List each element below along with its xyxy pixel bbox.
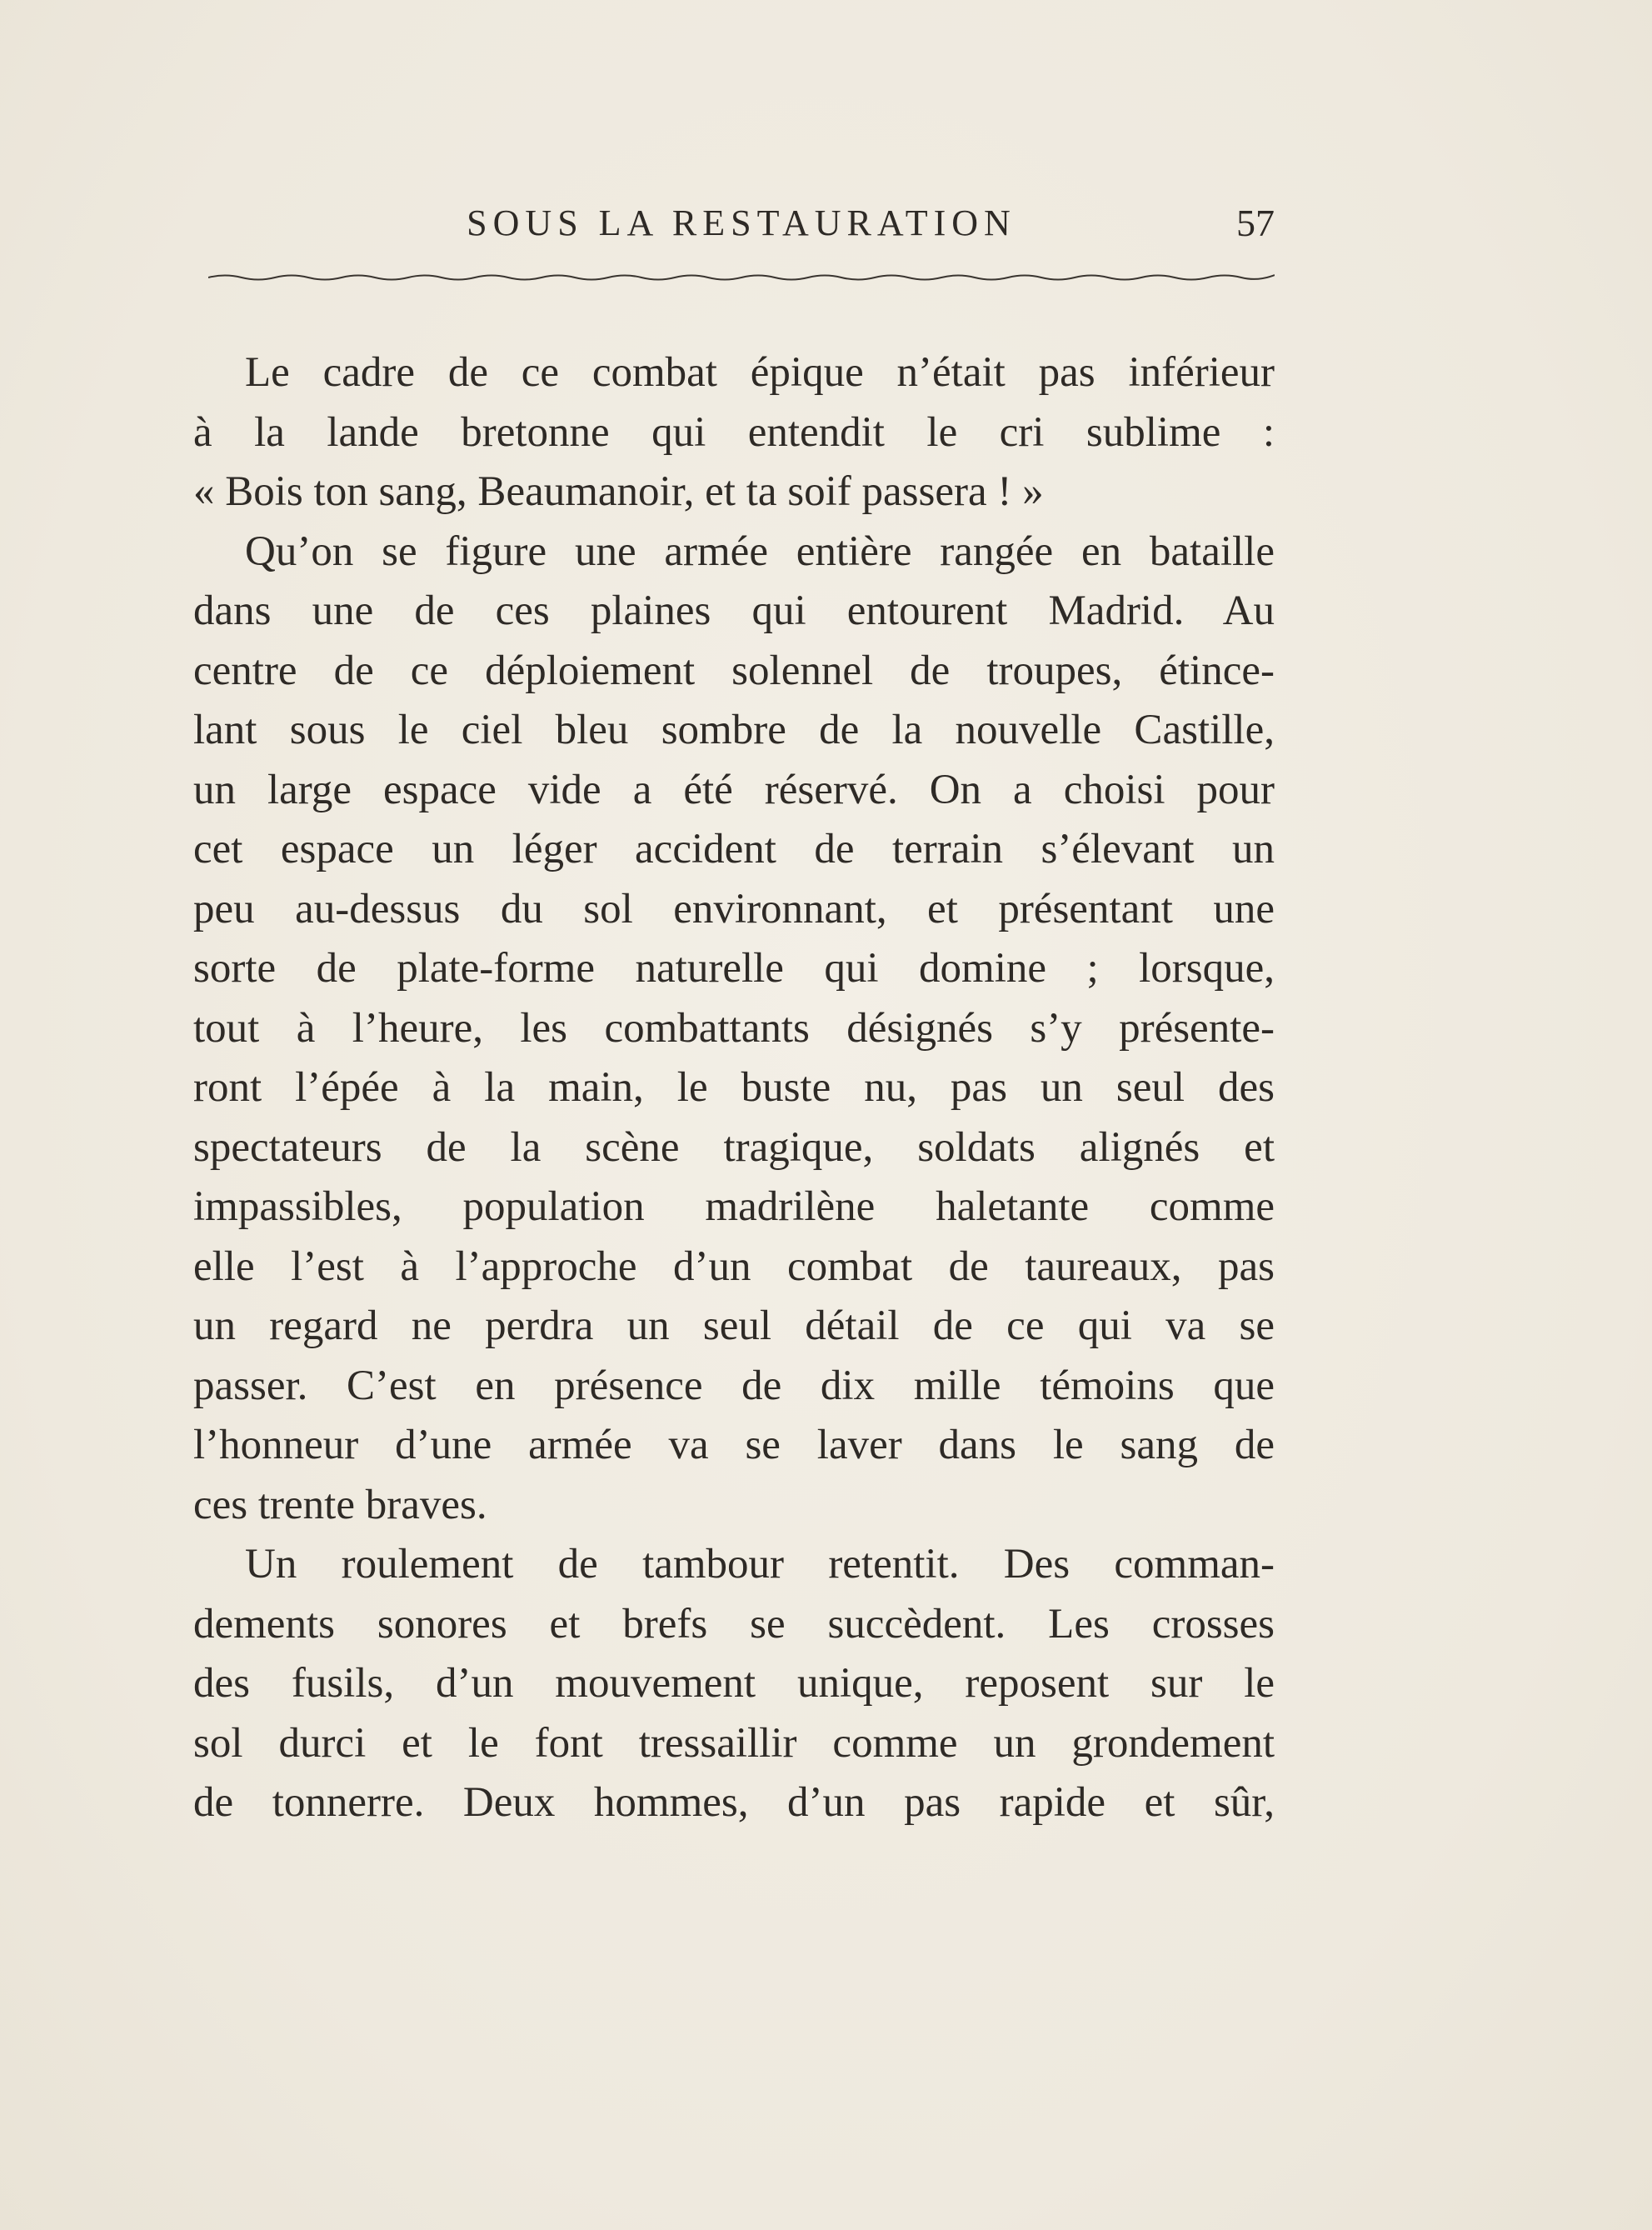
page-number: 57 bbox=[1236, 202, 1275, 244]
running-head bbox=[208, 198, 1275, 248]
text-line: passer. C’est en présence de dix mille témoins que bbox=[193, 1362, 1275, 1409]
text-line: dans une de ces plaines qui entourent Madrid. Au bbox=[193, 588, 1275, 634]
text-line: cet espace un léger accident de terrain s’élevant un bbox=[193, 826, 1275, 872]
running-title: SOUS LA RESTAURATION bbox=[467, 202, 1016, 243]
text-line: « Bois ton sang, Beaumanoir, et ta soif passera ! » bbox=[193, 468, 1044, 515]
body-text bbox=[193, 343, 1275, 1833]
text-line: ces trente braves. bbox=[193, 1481, 487, 1528]
text-line: sol durci et le font tressaillir comme un grondement bbox=[193, 1719, 1275, 1767]
text-line: dements sonores et brefs se succèdent. Les crosses bbox=[193, 1600, 1275, 1648]
text-line: des fusils, d’un mouvement unique, reposent sur le bbox=[193, 1660, 1275, 1707]
text-line: centre de ce déploiement solennel de troupes, étince- bbox=[193, 647, 1275, 694]
text-line: de tonnerre. Deux hommes, d’un pas rapide et sûr, bbox=[193, 1779, 1275, 1826]
text-line: à la lande bretonne qui entendit le cri sublime : bbox=[193, 408, 1275, 456]
text-line: impassibles, population madrilène haletante comme bbox=[193, 1183, 1275, 1230]
text-line: un regard ne perdra un seul détail de ce qui va se bbox=[193, 1302, 1275, 1349]
wavy-rule bbox=[208, 272, 1275, 283]
text-line: Le cadre de ce combat épique n’était pas inférieur bbox=[245, 349, 1275, 396]
text-line: l’honneur d’une armée va se laver dans le sang de bbox=[193, 1422, 1275, 1468]
text-line: peu au-dessus du sol environnant, et présentant une bbox=[193, 885, 1275, 932]
text-line: lant sous le ciel bleu sombre de la nouvelle Castille, bbox=[193, 707, 1275, 753]
text-line: elle l’est à l’approche d’un combat de taureaux, pas bbox=[193, 1242, 1275, 1290]
text-line: Un roulement de tambour retentit. Des comman- bbox=[245, 1541, 1275, 1588]
text-line: un large espace vide a été réservé. On a choisi pour bbox=[193, 766, 1275, 813]
text-line: ront l’épée à la main, le buste nu, pas un seul des bbox=[193, 1064, 1275, 1111]
text-line: tout à l’heure, les combattants désignés s’y présente- bbox=[193, 1004, 1275, 1052]
text-line: spectateurs de la scène tragique, soldats alignés et bbox=[193, 1123, 1275, 1171]
text-line: sorte de plate-forme naturelle qui domine ; lorsque, bbox=[193, 945, 1275, 992]
text-line: Qu’on se figure une armée entière rangée en bataille bbox=[245, 528, 1275, 575]
